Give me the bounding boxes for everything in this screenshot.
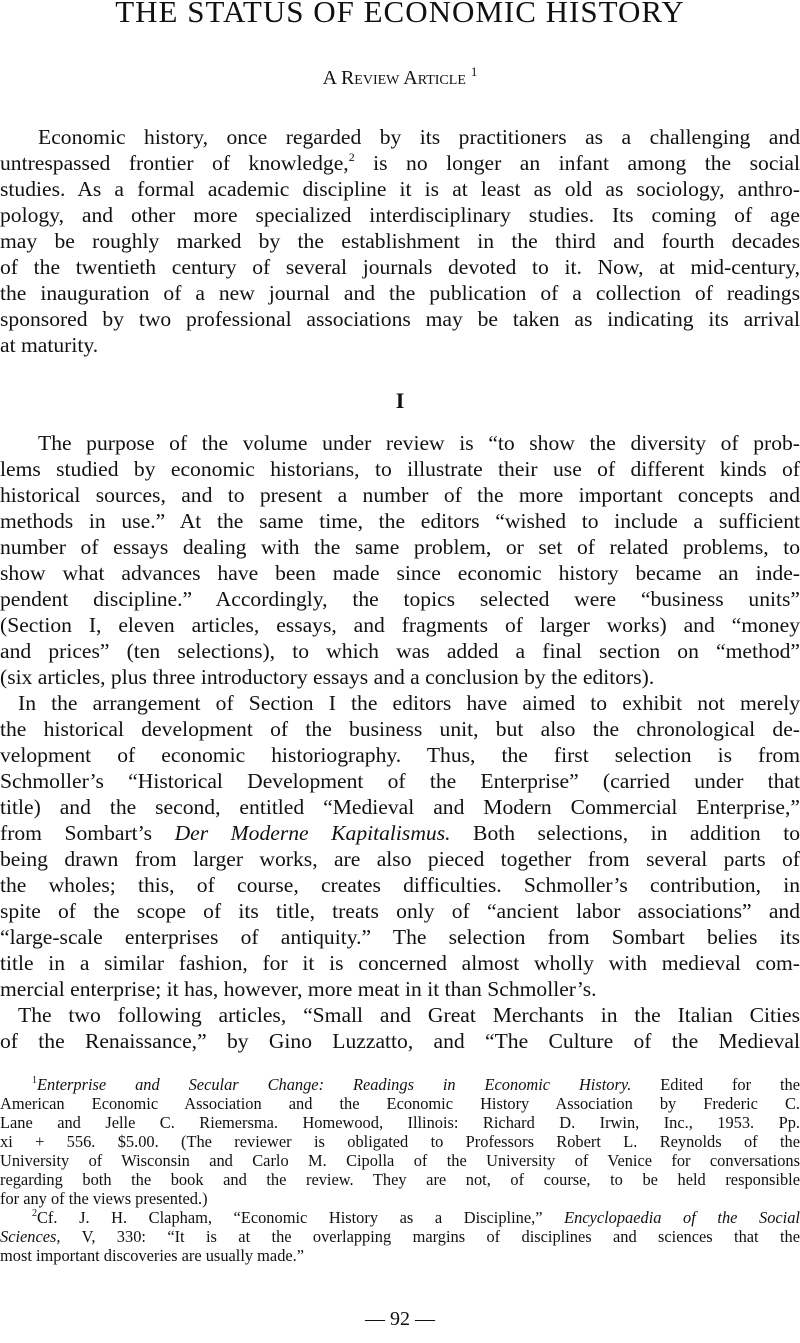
- journal-title: Sciences,: [0, 1227, 61, 1246]
- text-line: lems studied by economic historians, to illustrate their use of different kinds of: [0, 457, 800, 481]
- text-line: being drawn from larger works, are also pieced together from several parts of: [0, 847, 800, 871]
- text-line: the inauguration of a new journal and the publication of a collection of readings: [0, 281, 800, 305]
- text-line: mercial enterprise; it has, however, more meat in it than Schmoller’s.: [0, 977, 597, 1001]
- text-line: title in a similar fashion, for it is concerned almost wholly with medieval com-: [0, 951, 800, 975]
- footnote-line: University of Wisconsin and Carlo M. Cipolla of the University of Venice for conversations: [0, 1151, 800, 1170]
- text-line: of the Renaissance,” by Gino Luzzatto, and “The Culture of the Medieval: [0, 1029, 800, 1053]
- journal-title: Encyclopaedia of the Social: [564, 1208, 800, 1227]
- text-line: (Section I, eleven articles, essays, and fragments of larger works) and “money: [0, 613, 800, 637]
- text-line: title) and the second, entitled “Medieval and Modern Commercial Enterprise,”: [0, 795, 800, 819]
- text-line: The two following articles, “Small and Great Merchants in the Italian Cities: [18, 1003, 800, 1027]
- text-line: sponsored by two professional associations may be taken as indicating its arrival: [0, 307, 800, 331]
- footnote-line: regarding both the book and the review. They are not, of course, to be held responsible: [0, 1170, 800, 1189]
- text-line: (six articles, plus three introductory essays and a conclusion by the editors).: [0, 665, 655, 689]
- text-line: Economic history, once regarded by its practitioners as a challenging and: [38, 125, 800, 149]
- text-line: The purpose of the volume under review is “to show the diversity of prob-: [38, 431, 800, 455]
- footnote-line: for any of the views presented.): [0, 1189, 208, 1208]
- text-line: at maturity.: [0, 333, 99, 357]
- footnote-line: $^2$Cf. J. H. Clapham, “Economic History as a Discipline,” Encyclopaedia of the Social: [32, 1208, 800, 1227]
- section-heading: I: [395, 388, 405, 413]
- text-line: historical sources, and to present a number of the more important concepts and: [0, 483, 800, 507]
- text-line: and prices” (ten selections), to which was added a final section on “method”: [0, 639, 800, 663]
- subtitle-footnote-ref: 1: [470, 64, 478, 79]
- text-line: studies. As a formal academic discipline it is at least as old as sociology, anthro-: [0, 177, 800, 201]
- text-line: from Sombart’s Der Moderne Kapitalismus. Both selections, in addition to: [0, 821, 800, 845]
- section-one-text: [0, 430, 800, 1054]
- intro-paragraph: [0, 124, 800, 358]
- text-line: pendent discipline.” Accordingly, the topics selected were “business units”: [0, 587, 800, 611]
- article-subtitle: [0, 59, 800, 91]
- text-line: In the arrangement of Section I the editors have aimed to exhibit not merely: [18, 691, 800, 715]
- page-number: — 92 —: [365, 1308, 435, 1330]
- text-line: may be roughly marked by the establishment in the third and fourth decades: [0, 229, 800, 253]
- footnote-line: Lane and Jelle C. Riemersma. Homewood, Illinois: Richard D. Irwin, Inc., 1953. Pp.: [0, 1113, 800, 1132]
- text-line: of the twentieth century of several journals devoted to it. Now, at mid-century,: [0, 255, 800, 279]
- footnote-line: Sciences, V, 330: “It is at the overlapping margins of disciplines and sciences that the: [0, 1227, 800, 1246]
- text-line: methods in use.” At the same time, the editors “wished to include a sufficient: [0, 509, 800, 533]
- text-line: the wholes; this, of course, creates difficulties. Schmoller’s contribution, in: [0, 873, 800, 897]
- article-title: THE STATUS OF ECONOMIC HISTORY: [115, 0, 685, 29]
- footnote-marker: 1: [32, 1075, 37, 1086]
- text-line: pology, and other more specialized interdisciplinary studies. Its coming of age: [0, 203, 800, 227]
- text-line: spite of the scope of its title, treats only of “ancient labor associations” and: [0, 899, 800, 923]
- footnote-ref: 2: [348, 150, 355, 164]
- subtitle-text: A Review Article: [322, 67, 466, 89]
- text-line: “large-scale enterprises of antiquity.” The selection from Sombart belies its: [0, 925, 800, 949]
- footnote-line: xi + 556. $5.00. (The reviewer is obligated to Professors Robert L. Reynolds of the: [0, 1132, 800, 1151]
- text-line: the historical development of the business unit, but also the chronological de-: [0, 717, 800, 741]
- text-line: show what advances have been made since economic history became an inde-: [0, 561, 800, 585]
- footnote-line: American Economic Association and the Economic History Association by Frederic C.: [0, 1094, 800, 1113]
- text-line: number of essays dealing with the same problem, or set of related problems, to: [0, 535, 800, 559]
- footnote-line: $^1$Enterprise and Secular Change: Readings in Economic History. Edited for the: [32, 1075, 800, 1094]
- footnote-marker: 2: [32, 1208, 37, 1219]
- footnote-line: most important discoveries are usually made.”: [0, 1246, 305, 1265]
- text-line: untrespassed frontier of knowledge,$^2$ is no longer an infant among the social: [0, 150, 800, 175]
- text-line: Schmoller’s “Historical Development of the Enterprise” (carried under that: [0, 769, 800, 793]
- footnotes: [0, 1075, 800, 1265]
- book-title: Enterprise and Secular Change: Readings in Economic History.: [37, 1075, 632, 1094]
- text-line: velopment of economic historiography. Thus, the first selection is from: [0, 743, 800, 767]
- book-title: Der Moderne Kapitalismus.: [174, 821, 451, 845]
